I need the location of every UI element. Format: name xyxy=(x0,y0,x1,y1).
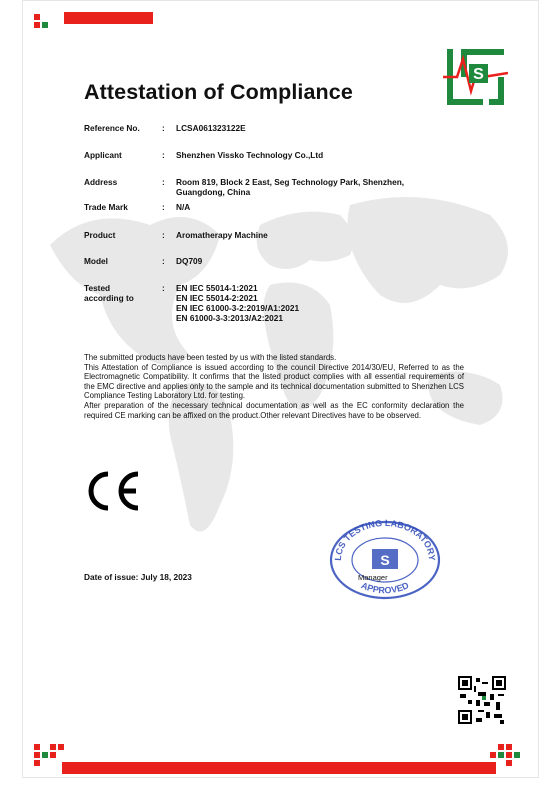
field-colon: : xyxy=(162,230,165,240)
field-label-trademark: Trade Mark xyxy=(84,202,128,212)
bottom-red-bar xyxy=(62,762,496,774)
standard-item: EN 61000-3-3:2013/A2:2021 xyxy=(176,313,284,323)
stamp-top-text: LCS TESTING LABORATORY xyxy=(332,518,438,562)
ce-mark xyxy=(84,470,144,512)
standards-list xyxy=(176,283,446,323)
svg-text:S: S xyxy=(380,552,390,568)
field-value-product: Aromatherapy Machine xyxy=(176,230,268,240)
field-colon: : xyxy=(162,150,165,160)
corner-dots-bottom-left xyxy=(34,744,64,766)
tested-label-line-2: according to xyxy=(84,293,134,303)
body-paragraph: This Attestation of Compliance is issued according to the council Directive 2014/30/EU, Referred to as the Electromagnetic Compatibility. It confirms that the listed product complies with all essential requirements of the EMC directive and applies only to the sample and its technical documentation submitted to Shenzhen LCS Compliance Testing Laboratory Ltd. for testing. xyxy=(84,362,464,401)
standard-item: EN IEC 55014-2:2021 xyxy=(176,293,258,303)
field-value-applicant: Shenzhen Vissko Technology Co.,Ltd xyxy=(176,150,324,160)
field-label-tested xyxy=(84,283,134,303)
stamp-bottom-text: APPROVED xyxy=(359,580,411,596)
field-label-model: Model xyxy=(84,256,108,266)
qr-code xyxy=(458,676,506,724)
field-label-address: Address xyxy=(84,177,118,187)
field-value-reference: LCSA061323122E xyxy=(176,123,246,133)
tested-label-line-1: Tested xyxy=(84,283,111,293)
field-label-reference: Reference No. xyxy=(84,123,140,133)
field-label-applicant: Applicant xyxy=(84,150,122,160)
field-colon: : xyxy=(162,123,165,133)
standard-item: EN IEC 55014-1:2021 xyxy=(176,283,258,293)
svg-text:S: S xyxy=(473,66,484,83)
field-value-model: DQ709 xyxy=(176,256,203,266)
document-title: Attestation of Compliance xyxy=(84,80,353,104)
body-paragraph: The submitted products have been tested by us with the listed standards. xyxy=(84,353,337,362)
approved-stamp xyxy=(325,518,445,600)
field-colon: : xyxy=(162,283,165,293)
field-colon: : xyxy=(162,177,165,187)
top-red-bar xyxy=(64,12,153,24)
corner-dots-top-left xyxy=(34,14,64,28)
field-colon: : xyxy=(162,256,165,266)
date-of-issue: Date of issue: July 18, 2023 xyxy=(84,572,192,582)
attestation-body xyxy=(84,353,464,420)
field-label-product: Product xyxy=(84,230,116,240)
body-paragraph: After preparation of the necessary technical documentation as well as the EC conformity declaration the required CE marking can be affixed on the product.Other relevant Directives have to be observed. xyxy=(84,400,464,420)
field-value-address: Room 819, Block 2 East, Seg Technology Park, Shenzhen, Guangdong, China xyxy=(176,177,405,197)
lcs-logo xyxy=(443,47,508,105)
manager-label: Manager xyxy=(358,573,388,582)
standard-item: EN IEC 61000-3-2:2019/A1:2021 xyxy=(176,303,300,313)
field-value-trademark: N/A xyxy=(176,202,191,212)
field-colon: : xyxy=(162,202,165,212)
